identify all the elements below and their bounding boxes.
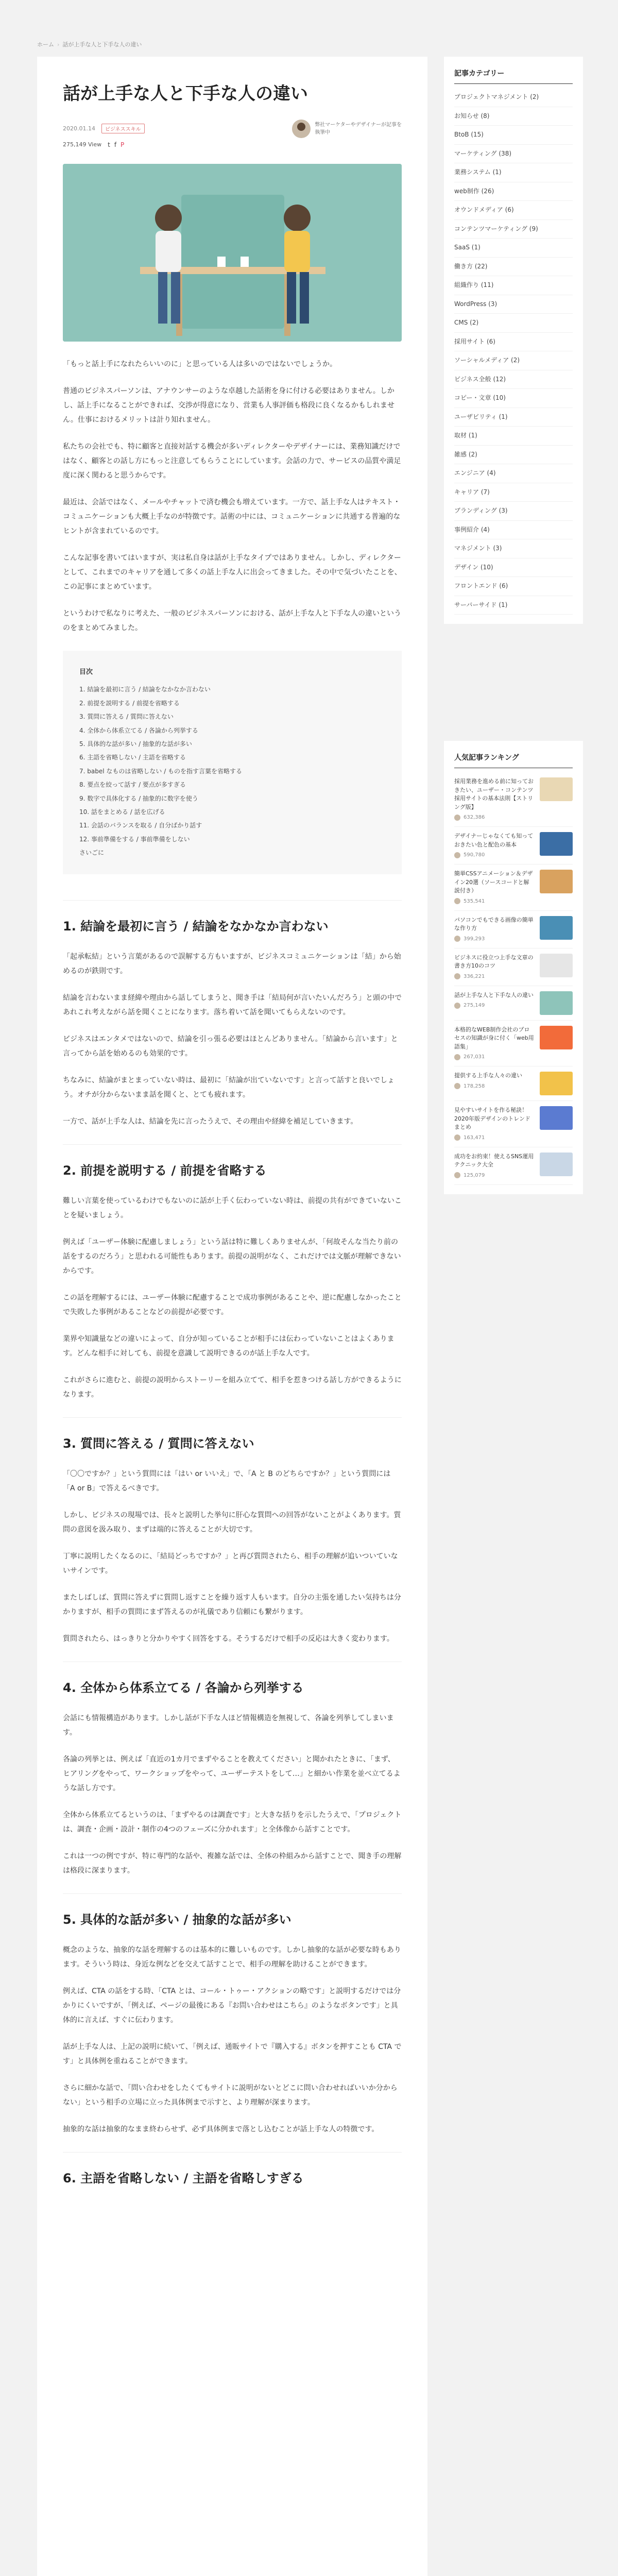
section-heading: 1. 結論を最初に言う / 結論をなかなか言わない — [63, 900, 402, 934]
ranking-item[interactable] — [454, 1021, 573, 1067]
ranking-views: 267,031 — [464, 1054, 485, 1060]
ranking-thumbnail — [540, 870, 573, 893]
ranking-item[interactable] — [454, 911, 573, 948]
view-count: 275,149 View — [63, 141, 102, 148]
toc-item — [79, 737, 385, 751]
ranking-views: 632,386 — [464, 815, 485, 820]
ranking-views-row — [454, 973, 535, 980]
ranking-views-row — [454, 1134, 535, 1142]
toc-link[interactable]: 4. 全体から体系立てる / 各論から列挙する — [79, 726, 198, 734]
section-6 — [63, 2152, 402, 2186]
ranking-article-title: 提供する上手な人々の違い — [454, 1072, 522, 1079]
breadcrumb — [37, 40, 142, 48]
toc-link[interactable]: 2. 前提を説明する / 前提を省略する — [79, 699, 180, 707]
toc-link[interactable]: 3. 質問に答える / 質問に答えない — [79, 713, 174, 721]
toc-item — [79, 710, 385, 723]
twitter-icon[interactable]: t — [108, 141, 110, 148]
ranking-text — [454, 870, 535, 905]
section-heading: 4. 全体から体系立てる / 各論から列挙する — [63, 1662, 402, 1696]
section-paragraph: 一方で、話が上手な人は、結論を先に言ったうえで、その理由や経緯を補足していきます。 — [63, 1117, 358, 1126]
ranking-views-row — [454, 814, 535, 821]
article-meta — [63, 120, 402, 138]
publish-date: 2020.01.14 — [63, 125, 95, 132]
section-paragraph: これがさらに進むと、前提の説明からストーリーを組み立てて、相手を惹きつける話し方ができるようになります。 — [63, 1376, 402, 1399]
section-paragraph: 「〇〇ですか？」という質問には「はい or いいえ」で、「A と B のどちらですか？」という質問には「A or B」で答えるべきです。 — [63, 1469, 391, 1493]
breadcrumb-separator: › — [57, 41, 60, 48]
ranking-text — [454, 777, 535, 821]
intro-paragraph: 私たちの会社でも、特に顧客と直接対話する機会が多いディレクターやデザイナーには、業務知識だけではなく、顧客との話し方にもっと注意してもらうことにしています。会話の力で、サービスの品質や満足度に深く関わると思うからです。 — [63, 442, 401, 480]
ranking-views-row — [454, 1053, 535, 1061]
category-item[interactable]: ユーザビリティ (1) — [454, 408, 573, 427]
toc-link[interactable]: 1. 結論を最初に言う / 結論をなかなか言わない — [79, 686, 211, 693]
toc-item — [79, 697, 385, 710]
categories-title: 記事カテゴリー — [454, 68, 573, 84]
ranking-text — [454, 1072, 535, 1095]
ranking-views: 178,258 — [464, 1083, 485, 1089]
category-badge[interactable]: ビジネススキル — [101, 124, 145, 133]
ranking-article-title: ビジネスに役立つ上手な文章の書き方10のコツ — [454, 954, 534, 969]
ranking-views: 275,149 — [464, 1003, 485, 1008]
toc-item — [79, 805, 385, 819]
section-1 — [63, 900, 402, 1129]
ranking-thumbnail — [540, 1153, 573, 1176]
ranking-views: 590,780 — [464, 852, 485, 858]
ranking-text — [454, 991, 535, 1015]
ranking-views-row — [454, 935, 535, 943]
category-item[interactable]: 働き方 (22) — [454, 258, 573, 277]
ranking-text — [454, 1026, 535, 1061]
category-item[interactable]: フロントエンド (6) — [454, 577, 573, 596]
ranking-thumbnail — [540, 954, 573, 977]
section-paragraph: 会話にも情報構造があります。しかし話が下手な人ほど情報構造を無視して、各論を列挙してしまいます。 — [63, 1714, 394, 1737]
section-heading: 6. 主語を省略しない / 主語を省略しすぎる — [63, 2152, 402, 2186]
author-mini-avatar — [454, 815, 460, 821]
author-mini-avatar — [454, 1083, 460, 1089]
intro-paragraph: 「もっと話上手になれたらいいのに」と思っている人は多いのではないでしょうか。 — [63, 360, 337, 368]
section-paragraph: 全体から体系立てるというのは、「まずやるのは調査です」と大きな括りを示したうえで、「プロジェクトは、調査・企画・設計・制作の4つのフェーズに分かれます」と全体像から話すことです。 — [63, 1810, 402, 1834]
toc-item — [79, 724, 385, 737]
category-item[interactable]: デザイン (10) — [454, 558, 573, 578]
section-body — [63, 1711, 402, 1878]
category-item[interactable]: 業務システム (1) — [454, 163, 573, 182]
author-mini-avatar — [454, 898, 460, 904]
ranking-item[interactable] — [454, 772, 573, 827]
ranking-views-row — [454, 851, 535, 859]
ranking-text — [454, 832, 535, 859]
hero-image — [63, 164, 402, 342]
author-mini-avatar — [454, 936, 460, 942]
ranking-views: 535,541 — [464, 898, 485, 904]
section-paragraph: 抽象的な話は抽象的なまま終わらせず、必ず具体例まで落とし込むことが話上手な人の特徴です。 — [63, 2125, 379, 2133]
category-item[interactable]: WordPress (3) — [454, 295, 573, 314]
section-paragraph: 「起承転結」という言葉があるので誤解する方もいますが、ビジネスコミュニケーションは「結」から始めるのが鉄則です。 — [63, 952, 401, 975]
section-4 — [63, 1662, 402, 1878]
section-paragraph: さらに細かな話で、「問い合わせをしたくてもサイトに説明がないとどこに問い合わせればいいか分からない」という相手の立場に立った具体例まで示すと、より理解が深まります。 — [63, 2083, 398, 2107]
section-heading: 2. 前提を説明する / 前提を省略する — [63, 1144, 402, 1178]
toc-link[interactable]: 11. 会話のバランスを取る / 自分ばかり話す — [79, 822, 202, 829]
views-row — [63, 141, 402, 148]
category-item[interactable]: CMS (2) — [454, 314, 573, 333]
category-item[interactable]: エンジニア (4) — [454, 464, 573, 483]
author-mini-avatar — [454, 852, 460, 858]
section-paragraph: 難しい言葉を使っているわけでもないのに話が上手く伝わっていない時は、前提の共有ができていないことを疑いましょう。 — [63, 1196, 402, 1219]
author-mini-avatar — [454, 1054, 460, 1060]
facebook-icon[interactable]: f — [114, 141, 117, 148]
section-3 — [63, 1417, 402, 1646]
intro-paragraph: 普通のビジネスパーソンは、アナウンサーのような卓越した話術を身に付ける必要はありません。しかし、話上手になることができれば、交渉が得意になり、営業も人事評価も格段に良くなるかもしれません。仕事におけるメリットは計り知れません。 — [63, 386, 394, 424]
category-item[interactable]: web制作 (26) — [454, 182, 573, 201]
category-item[interactable]: コピー・文章 (10) — [454, 389, 573, 408]
author-mini-avatar — [454, 973, 460, 979]
ranking-item[interactable] — [454, 948, 573, 986]
section-paragraph: 例えば「ユーザー体験に配慮しましょう」という話は特に難しくありませんが、「何故そんな当たり前の話をするのだろう」と思われる可能性もあります。前提の説明がなく、これだけでは文脈が理解できないからです。 — [63, 1238, 401, 1275]
section-paragraph: この話を理解するには、ユーザー体験に配慮することで成功事例があることや、逆に配慮しなかったことで失敗した事例があることなどの前提が必要です。 — [63, 1293, 402, 1316]
toc-link[interactable]: 9. 数字で具体化する / 抽象的に数字を使う — [79, 794, 198, 802]
ranking-title: 人気記事ランキング — [454, 752, 573, 768]
section-paragraph: しかし、ビジネスの現場では、長々と説明した挙句に肝心な質問への回答がないことがよくあります。質問の意図を汲み取り、まずは端的に答えることが大切です。 — [63, 1511, 401, 1534]
author-name: 執筆中 — [315, 129, 331, 135]
ranking-article-title: 採用業務を進める前に知っておきたい、ユーザー・コンテンツ採用サイトの基本法則【ストリング版】 — [454, 778, 534, 810]
ranking-article-title: 簡単CSSアニメーション＆デザイン20選（ソースコードと解説付き） — [454, 870, 533, 894]
author-mini-avatar — [454, 1172, 460, 1178]
ranking-article-title: デザイナーじゃなくても知っておきたい色と配色の基本 — [454, 833, 534, 848]
sidebar-categories — [444, 57, 583, 624]
ranking-thumbnail — [540, 777, 573, 801]
author-mini-avatar — [454, 1003, 460, 1009]
section-paragraph: またしばしば、質問に答えずに質問し返すことを繰り返す人もいます。自分の主張を通したい気持ちは分かりますが、相手の質問にまず答えるのが礼儀であり信頼にも繋がります。 — [63, 1593, 401, 1616]
toc-list — [79, 683, 385, 859]
ranking-item[interactable] — [454, 865, 573, 911]
section-paragraph: 例えば、CTA の話をする時、「CTA とは、コール・トゥー・アクションの略です」と説明するだけでは分かりにくいですが、「例えば、ページの最後にある『お問い合わせはこちら』のようなボタンです」と具体的に言えば、すぐに伝わります。 — [63, 1987, 401, 2024]
ranking-article-title: 話が上手な人と下手な人の違い — [454, 991, 534, 998]
category-item[interactable]: SaaS (1) — [454, 239, 573, 258]
category-item[interactable]: 採用サイト (6) — [454, 333, 573, 352]
section-2 — [63, 1144, 402, 1402]
intro-text — [63, 357, 402, 635]
section-body — [63, 1943, 402, 2137]
ranking-article-title: 見やすいサイトを作る秘訣！2020年版デザインのトレンドまとめ — [454, 1107, 530, 1130]
toc-link[interactable]: 12. 事前準備をする / 事前準備をしない — [79, 835, 190, 843]
section-5 — [63, 1893, 402, 2137]
toc-item — [79, 778, 385, 791]
category-item[interactable]: オウンドメディア (6) — [454, 201, 573, 220]
author-info — [315, 121, 402, 137]
toc-item — [79, 765, 385, 778]
ranking-views: 399,293 — [464, 936, 485, 942]
ranking-item[interactable] — [454, 1066, 573, 1101]
ranking-list — [454, 772, 573, 1185]
intro-paragraph: というわけで私なりに考えた、一般のビジネスパーソンにおける、話が上手な人と下手な人の違いというのをまとめてみました。 — [63, 609, 402, 632]
ranking-text — [454, 1106, 535, 1142]
section-paragraph: 丁寧に説明したくなるのに、「結局どっちですか？」と再び質問されたら、相手の理解が追いついていないサインです。 — [63, 1552, 398, 1575]
toc-link[interactable]: さいごに — [79, 849, 105, 857]
category-item[interactable]: ブランディング (3) — [454, 502, 573, 521]
section-paragraph: 概念のような、抽象的な話を理解するのは基本的に難しいものです。しかし抽象的な話が必要な時もあります。そういう時は、身近な例などを交えて話すことで、相手の理解を助けることができます。 — [63, 1945, 401, 1969]
author-box[interactable] — [292, 120, 402, 138]
ranking-text — [454, 916, 535, 943]
ranking-thumbnail — [540, 832, 573, 856]
ranking-views: 163,471 — [464, 1134, 485, 1141]
intro-paragraph: 最近は、会話ではなく、メールやチャットで済む機会も増えています。一方で、話上手な人はテキスト・コミュニケーションも大概上手なのが特徴です。話術の中には、コミュニケーションに共通する普遍的なヒントが含まれているのです。 — [63, 498, 401, 535]
article-main — [37, 57, 427, 2576]
toc-item — [79, 751, 385, 764]
ranking-article-title: パソコンでもできる画像の簡単な作り方 — [454, 916, 534, 931]
pocket-icon[interactable]: P — [121, 141, 125, 148]
section-paragraph: 各論の列挙とは、例えば「直近の1カ月でまずやることを教えてください」と聞かれたときに、「まず、ヒアリングをやって、ワークショップをやって、ユーザーテストをして…」と細かい作業を並べ立てるような話し方です。 — [63, 1755, 401, 1792]
category-item[interactable]: 組織作り (11) — [454, 276, 573, 295]
author-role: 弊社マーケターやデザイナーが記事を — [315, 122, 402, 128]
section-paragraph: ビジネスはエンタメではないので、結論を引っ張る必要はほとんどありません。「結論から言います」と言ってから話を始めるのも効果的です。 — [63, 1035, 398, 1058]
ranking-views-row — [454, 1082, 535, 1090]
category-item[interactable]: キャリア (7) — [454, 483, 573, 502]
toc-link[interactable]: 10. 話をまとめる / 話を広げる — [79, 808, 165, 816]
table-of-contents — [63, 651, 402, 874]
section-body — [63, 1467, 402, 1646]
ranking-article-title: 成功をお約束！使えるSNS運用テクニック大全 — [454, 1153, 534, 1168]
toc-item — [79, 833, 385, 846]
ranking-text — [454, 954, 535, 980]
section-paragraph: これは一つの例ですが、特に専門的な話や、複雑な話では、全体の枠組みから話すことで、聞き手の理解は格段に深まります。 — [63, 1852, 402, 1875]
ranking-thumbnail — [540, 1106, 573, 1130]
toc-item — [79, 819, 385, 832]
category-item[interactable]: お知らせ (8) — [454, 107, 573, 126]
toc-item — [79, 683, 385, 696]
section-paragraph: 話が上手な人は、上記の説明に続いて、「例えば、通販サイトで『購入する』ボタンを押すことも CTA です」と具体例を重ねることができます。 — [63, 2042, 402, 2065]
breadcrumb-current: 話が上手な人と下手な人の違い — [62, 41, 142, 48]
section-paragraph: 業界や知識量などの違いによって、自分が知っていることが相手には伝わっていないことはよくあります。どんな相手に対しても、前提を意識して説明できるのが話上手な人です。 — [63, 1334, 394, 1358]
intro-paragraph: こんな記事を書いてはいますが、実は私自身は話が上手なタイプではありません。しかし、ディレクターとして、これまでのキャリアを通して多くの話上手な人に出会ってきました。その中で気づいたことを、この記事にまとめています。 — [63, 553, 402, 591]
ranking-item[interactable] — [454, 827, 573, 865]
hero-illustration — [63, 164, 402, 342]
ranking-views-row — [454, 1002, 535, 1009]
toc-link[interactable]: 5. 具体的な話が多い / 抽象的な話が多い — [79, 740, 192, 748]
category-item[interactable]: コンテンツマーケティング (9) — [454, 220, 573, 239]
author-avatar — [292, 120, 311, 138]
section-heading: 5. 具体的な話が多い / 抽象的な話が多い — [63, 1893, 402, 1927]
share-buttons — [108, 141, 124, 148]
ranking-thumbnail — [540, 991, 573, 1015]
section-paragraph: 質問されたら、はっきりと分かりやすく回答をする。そうするだけで相手の反応は大きく変わります。 — [63, 1634, 394, 1643]
ranking-views: 336,221 — [464, 973, 485, 979]
ranking-text — [454, 1153, 535, 1179]
ranking-thumbnail — [540, 1072, 573, 1095]
category-item[interactable]: プロジェクトマネジメント (2) — [454, 88, 573, 107]
category-item[interactable]: マネジメント (3) — [454, 539, 573, 558]
ranking-item[interactable] — [454, 1101, 573, 1147]
sidebar-ranking — [444, 741, 583, 1194]
toc-link[interactable]: 6. 主語を省略しない / 主語を省略する — [79, 754, 186, 761]
toc-title: 目次 — [79, 668, 93, 676]
toc-link[interactable]: 7. babel なものは省略しない / ものを指す言葉を省略する — [79, 767, 243, 775]
toc-item — [79, 792, 385, 805]
section-body — [63, 1194, 402, 1402]
category-item[interactable]: サーバーサイド (1) — [454, 596, 573, 615]
ranking-item[interactable] — [454, 1147, 573, 1185]
category-item[interactable]: 雑感 (2) — [454, 446, 573, 465]
section-paragraph: 結論を言わないまま経緯や理由から話してしまうと、聞き手は「結局何が言いたいんだろう」と頭の中であれこれ考えながら話を聞くことになります。落ち着いて話を聞いてもらえないのです。 — [63, 993, 402, 1016]
category-item[interactable]: ソーシャルメディア (2) — [454, 351, 573, 370]
section-body — [63, 950, 402, 1129]
category-item[interactable]: BtoB (15) — [454, 126, 573, 145]
category-item[interactable]: 取材 (1) — [454, 427, 573, 446]
category-item[interactable]: ビジネス全般 (12) — [454, 370, 573, 389]
ranking-thumbnail — [540, 916, 573, 940]
section-paragraph: ちなみに、結論がまとまっていない時は、最初に「結論が出ていないです」と言って話すと良いでしょう。オチが分からないまま話を聞くと、とても疲れます。 — [63, 1076, 394, 1099]
toc-item — [79, 846, 385, 859]
ranking-views: 125,079 — [464, 1172, 485, 1178]
section-heading: 3. 質問に答える / 質問に答えない — [63, 1417, 402, 1451]
ranking-views-row — [454, 1172, 535, 1179]
ranking-item[interactable] — [454, 986, 573, 1021]
ranking-views-row — [454, 897, 535, 905]
category-list — [454, 88, 573, 615]
category-item[interactable]: マーケティング (38) — [454, 145, 573, 164]
page-title: 話が上手な人と下手な人の違い — [63, 83, 308, 104]
author-mini-avatar — [454, 1134, 460, 1141]
ranking-article-title: 本格的なWEB制作会社のプロセスの知識が身に付く「web用語集」 — [454, 1026, 534, 1050]
ranking-thumbnail — [540, 1026, 573, 1049]
category-item[interactable]: 事例紹介 (4) — [454, 521, 573, 540]
breadcrumb-home[interactable]: ホーム — [37, 41, 54, 48]
toc-link[interactable]: 8. 要点を絞って話す / 要点が多すぎる — [79, 781, 186, 789]
